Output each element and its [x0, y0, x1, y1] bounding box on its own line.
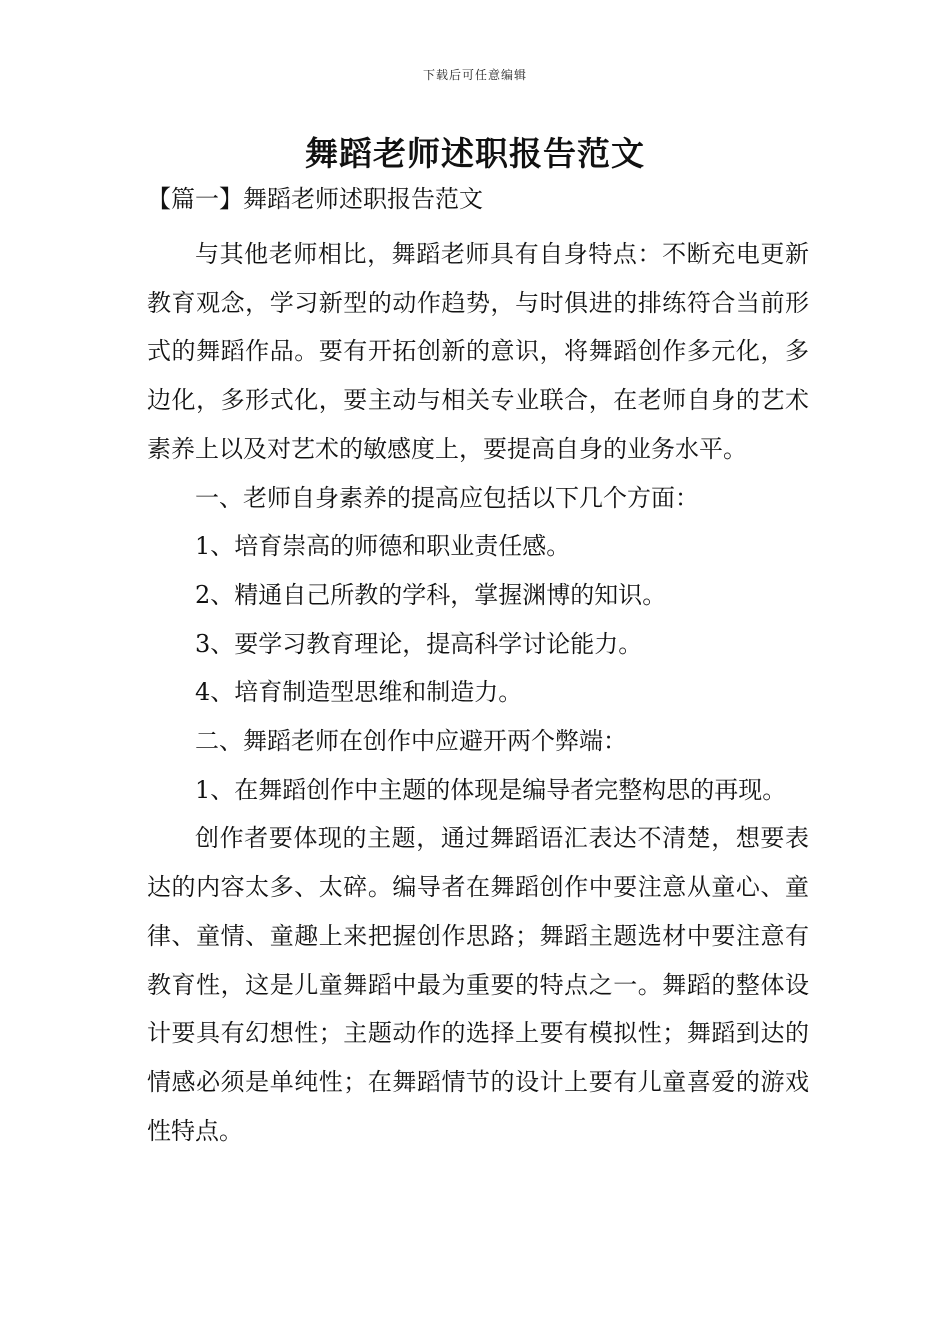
paragraph-section-two-heading: 二、舞蹈老师在创作中应避开两个弊端：	[195, 727, 627, 756]
list-item: 4、培育制造型思维和制造力。	[195, 678, 523, 707]
paragraph-section-one-heading: 一、老师自身素养的提高应包括以下几个方面：	[195, 483, 699, 512]
section-heading: 【篇一】舞蹈老师述职报告范文	[147, 185, 483, 213]
document-title: 舞蹈老师述职报告范文	[305, 134, 645, 173]
document-body	[147, 230, 809, 1155]
list-item: 1、培育崇高的师德和职业责任感。	[195, 532, 571, 561]
paragraph-body: 创作者要体现的主题，通过舞蹈语汇表达不清楚，想要表达的内容太多、太碎。编导者在舞蹈创作中要注意从童心、童律、童情、童趣上来把握创作思路；舞蹈主题选材中要注意有教育性，这是儿童舞蹈中最为重要的特点之一。舞蹈的整体设计要具有幻想性；主题动作的选择上要有模拟性；舞蹈到达的情感必须是单纯性；在舞蹈情节的设计上要有儿童喜爱的游戏性特点。	[147, 824, 809, 1145]
paragraph-intro: 与其他老师相比，舞蹈老师具有自身特点：不断充电更新教育观念，学习新型的动作趋势，与时俱进的排练符合当前形式的舞蹈作品。要有开拓创新的意识，将舞蹈创作多元化，多边化，多形式化，要主动与相关专业联合，在老师自身的艺术素养上以及对艺术的敏感度上，要提高自身的业务水平。	[147, 240, 809, 463]
list-item: 1、在舞蹈创作中主题的体现是编导者完整构思的再现。	[195, 775, 787, 804]
header-note: 下载后可任意编辑	[422, 68, 527, 82]
list-item: 2、精通自己所教的学科，掌握渊博的知识。	[195, 580, 667, 609]
list-item: 3、要学习教育理论，提高科学讨论能力。	[195, 629, 643, 658]
